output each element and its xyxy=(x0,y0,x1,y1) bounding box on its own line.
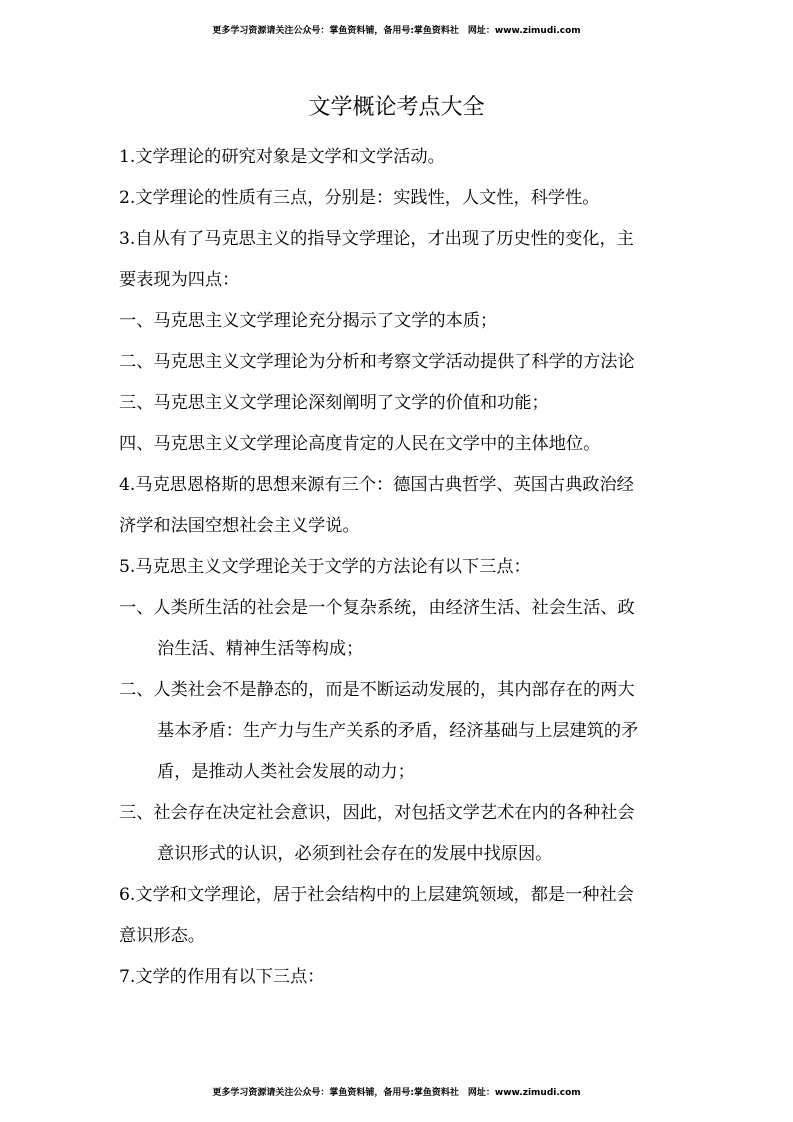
list-item: 二、人类社会不是静态的，而是不断运动发展的，其内部存在的两大 xyxy=(119,680,635,700)
list-item: 三、社会存在决定社会意识，因此，对包括文学艺术在内的各种社会 xyxy=(119,803,635,823)
paragraph-line: 要表现为四点： xyxy=(119,270,240,290)
list-item: 二、马克思主义文学理论为分析和考察文学活动提供了科学的方法论 xyxy=(119,352,635,372)
paragraph-line: 意识形态。 xyxy=(119,926,205,946)
page-title: 文学概论考点大全 xyxy=(308,95,485,120)
paragraph-line: 7.文学的作用有以下三点： xyxy=(119,967,325,987)
list-item: 三、马克思主义文学理论深刻阐明了文学的价值和功能； xyxy=(119,393,549,413)
paragraph-line: 5.马克思主义文学理论关于文学的方法论有以下三点： xyxy=(119,557,531,577)
paragraph-line: 3.自从有了马克思主义的指导文学理论，才出现了历史性的变化，主 xyxy=(119,229,634,249)
paragraph-line: 2.文学理论的性质有三点，分别是：实践性，人文性，科学性。 xyxy=(119,188,600,208)
list-item-continuation: 盾，是推动人类社会发展的动力； xyxy=(157,762,415,782)
list-item-continuation: 基本矛盾：生产力与生产关系的矛盾，经济基础与上层建筑的矛 xyxy=(157,721,639,741)
list-item-continuation: 治生活、精神生活等构成； xyxy=(157,639,364,659)
paragraph-line: 1.文学理论的研究对象是文学和文学活动。 xyxy=(119,147,445,167)
paragraph-line: 6.文学和文学理论，居于社会结构中的上层建筑领域，都是一种社会 xyxy=(119,885,634,905)
list-item: 一、人类所生活的社会是一个复杂系统，由经济生活、社会生活、政 xyxy=(119,598,635,618)
list-item: 一、马克思主义文学理论充分揭示了文学的本质； xyxy=(119,311,498,331)
page-footer: 更多学习资源请关注公众号：掌鱼资料铺，备用号:掌鱼资料社 网址：www.zimudi.com xyxy=(212,1088,581,1098)
page-header: 更多学习资源请关注公众号：掌鱼资料铺，备用号:掌鱼资料社 网址：www.zimudi.com xyxy=(212,26,581,36)
list-item: 四、马克思主义文学理论高度肯定的人民在文学中的主体地位。 xyxy=(119,434,601,454)
document-body xyxy=(119,137,679,998)
paragraph-line: 济学和法国空想社会主义学说。 xyxy=(119,516,360,536)
paragraph-line: 4.马克思恩格斯的思想来源有三个：德国古典哲学、英国古典政治经 xyxy=(119,475,634,495)
list-item-continuation: 意识形式的认识，必须到社会存在的发展中找原因。 xyxy=(157,844,553,864)
